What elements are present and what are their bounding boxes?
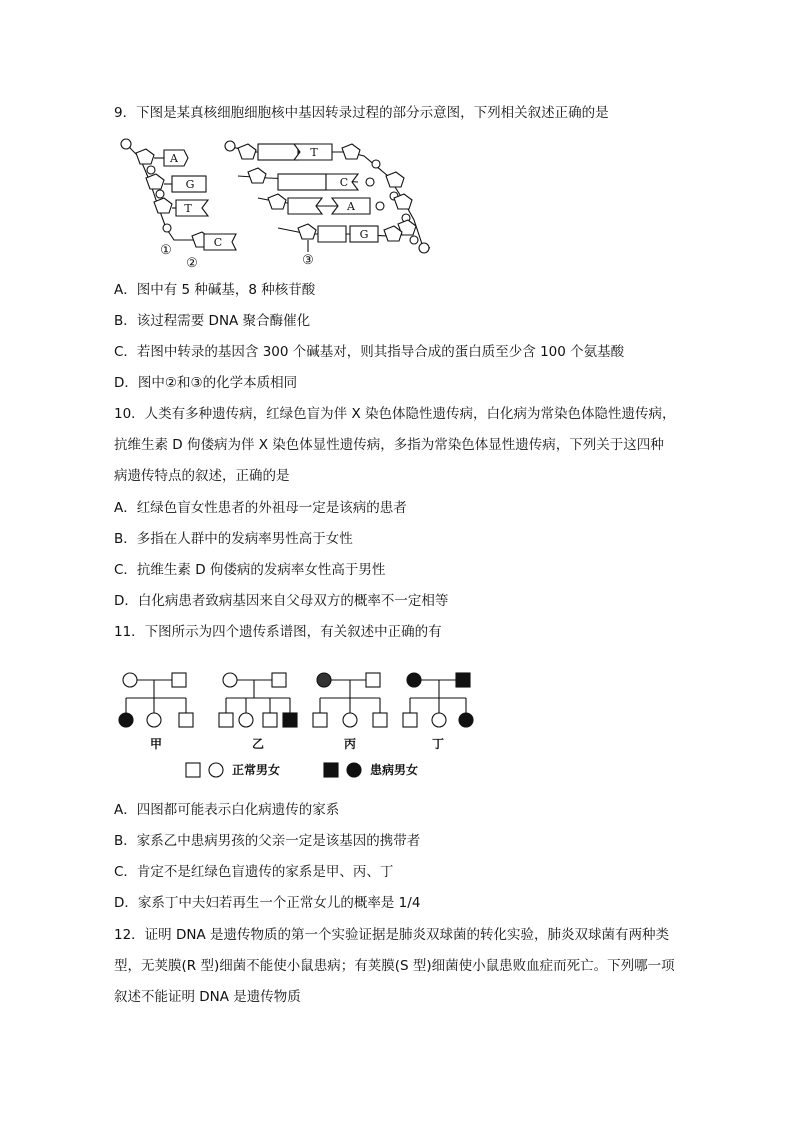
right-base-label: T [310,146,318,159]
legend-normal-label: 正常男女 [232,763,281,777]
q9-option-a: A．图中有 5 种碱基，8 种核苷酸 [114,282,316,298]
q10-stem-line-3: 病遗传特点的叙述，正确的是 [114,468,290,484]
q10-option-d: D．白化病患者致病基因来自父母双方的概率不一定相等 [114,593,449,609]
q9-option-c: C．若图中转录的基因含 300 个碱基对，则其指导合成的蛋白质至少含 100 个氨基酸 [114,344,625,360]
q12-stem-line-1: 12．证明 DNA 是遗传物质的第一个实验证据是肺炎双球菌的转化实验，肺炎双球菌有两种类 [114,927,669,943]
q9-option-d: D．图中②和③的化学本质相同 [114,375,298,391]
legend-affected-label: 患病男女 [370,763,419,777]
left-base-label: C [213,236,223,249]
q12-stem-line-3: 叙述不能证明 DNA 是遗传物质 [114,989,301,1005]
family-label-jia: 甲 [149,737,163,751]
left-base-label: T [184,202,192,215]
q11-option-c: C．肯定不是红绿色盲遗传的家系是甲、丙、丁 [114,864,394,880]
q10-stem-line-1: 10．人类有多种遗传病，红绿色盲为伴 X 染色体隐性遗传病，白化病为常染色体隐性遗传病， [114,406,676,422]
q10-option-b: B．多指在人群中的发病率男性高于女性 [114,531,353,547]
marker-1: ① [160,243,172,258]
q9-option-b: B．该过程需要 DNA 聚合酶催化 [114,313,311,329]
q11-option-b: B．家系乙中患病男孩的父亲一定是该基因的携带者 [114,833,421,849]
q10-stem-line-2: 抗维生素 D 佝偻病为伴 X 染色体显性遗传病，多指为常染色体显性遗传病，下列关于这四种 [114,437,664,453]
left-base-label: A [170,152,178,165]
pedigree-diagram [114,664,494,784]
family-label-yi: 乙 [251,737,265,751]
q11-option-d: D．家系丁中夫妇若再生一个正常女儿的概率是 1/4 [114,895,421,911]
q10-option-a: A．红绿色盲女性患者的外祖母一定是该病的患者 [114,500,407,516]
right-base-label: G [359,228,369,241]
family-label-ding: 丁 [431,737,445,751]
q11-option-a: A．四图都可能表示白化病遗传的家系 [114,802,340,818]
right-base-label: C [339,176,349,189]
family-label-bing: 丙 [343,737,357,751]
transcription-diagram [118,136,438,271]
marker-3: ③ [302,253,314,268]
q10-option-c: C．抗维生素 D 佝偻病的发病率女性高于男性 [114,562,386,578]
left-base-label: G [185,178,195,191]
q11-stem: 11．下图所示为四个遗传系谱图，有关叙述中正确的有 [114,624,442,640]
marker-2: ② [186,256,198,271]
q12-stem-line-2: 型，无荚膜(R 型)细菌不能使小鼠患病；有荚膜(S 型)细菌使小鼠患败血症而死亡。下列哪一项 [114,958,675,974]
right-base-label: A [347,200,355,213]
q9-stem: 9．下图是某真核细胞细胞核中基因转录过程的部分示意图，下列相关叙述正确的是 [114,105,609,121]
